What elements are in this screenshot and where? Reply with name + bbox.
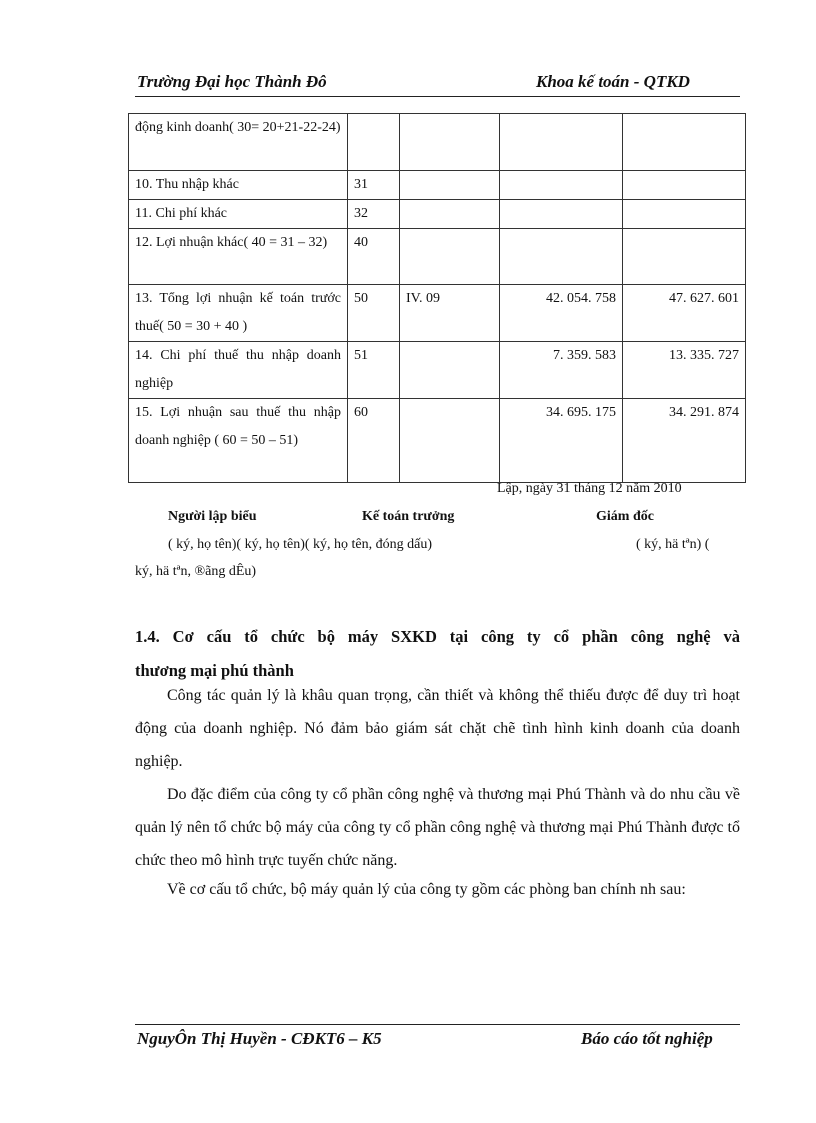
row-current: 7. 359. 583 — [500, 342, 623, 399]
paragraph-text: Do đặc điểm của công ty cổ phần công nghệ và thương mại Phú Thành và do nhu cầu về quản lý nên tổ chức bộ máy của công ty cổ phần công nghệ và thương mại Phú Thành được tổ chức theo mô hình trực tuyến chức năng. — [135, 786, 740, 869]
row-label: 13. Tổng lợi nhuận kế toán trước thuế( 50 = 30 + 40 ) — [129, 285, 348, 342]
row-current — [500, 229, 623, 285]
row-code: 51 — [348, 342, 400, 399]
row-code: 31 — [348, 171, 400, 200]
row-label: 11. Chi phí khác — [129, 200, 348, 229]
row-code: 50 — [348, 285, 400, 342]
row-previous — [623, 229, 746, 285]
section-heading — [135, 620, 740, 688]
row-current — [500, 171, 623, 200]
sign-note-line: ( ký, họ tên)( ký, họ tên)( ký, họ tên, đóng dấu) — [168, 537, 432, 552]
row-note: IV. 09 — [400, 285, 500, 342]
row-previous: 34. 291. 874 — [623, 399, 746, 483]
page-footer — [135, 1024, 740, 1048]
footer-author: NguyÔn Thị Huyền - CĐKT6 – K5 — [137, 1029, 382, 1048]
header-school: Trường Đại học Thành Đô — [137, 72, 327, 91]
row-note — [400, 200, 500, 229]
paragraph-text: Về cơ cấu tổ chức, bộ máy quản lý của công ty gồm các phòng ban chính nh sau: — [167, 881, 686, 898]
row-label: động kinh doanh( 30= 20+21-22-24) — [129, 114, 348, 171]
row-label: 15. Lợi nhuận sau thuế thu nhập doanh nghiệp ( 60 = 50 – 51) — [129, 399, 348, 483]
row-note — [400, 399, 500, 483]
row-note — [400, 171, 500, 200]
table-row — [129, 171, 746, 200]
body-paragraph — [135, 679, 740, 778]
row-label: 12. Lợi nhuận khác( 40 = 31 – 32) — [129, 229, 348, 285]
director-title: Giám đốc — [596, 509, 654, 524]
row-current — [500, 200, 623, 229]
sign-note-director: ( ký, hä tªn) ( — [636, 537, 710, 552]
page-header — [135, 72, 740, 97]
sign-note-director-cont: ký, hä tªn, ®ãng dÊu) — [135, 564, 257, 579]
body-paragraph — [135, 778, 740, 877]
table-row — [129, 342, 746, 399]
row-previous — [623, 114, 746, 171]
body-paragraph — [135, 873, 740, 906]
chief-accountant-title: Kế toán trưởng — [362, 509, 455, 524]
header-faculty: Khoa kế toán - QTKD — [536, 72, 690, 91]
row-code: 32 — [348, 200, 400, 229]
row-previous: 47. 627. 601 — [623, 285, 746, 342]
row-code — [348, 114, 400, 171]
row-previous: 13. 335. 727 — [623, 342, 746, 399]
table-row — [129, 285, 746, 342]
row-current — [500, 114, 623, 171]
income-statement-table — [128, 113, 746, 483]
table-row — [129, 399, 746, 483]
row-code: 60 — [348, 399, 400, 483]
row-previous — [623, 200, 746, 229]
table-row — [129, 200, 746, 229]
row-current: 34. 695. 175 — [500, 399, 623, 483]
row-note — [400, 229, 500, 285]
row-code: 40 — [348, 229, 400, 285]
footer-doc-type: Báo cáo tốt nghiệp — [581, 1029, 713, 1048]
table-row — [129, 114, 746, 171]
row-current: 42. 054. 758 — [500, 285, 623, 342]
row-note — [400, 342, 500, 399]
date-line: Lập, ngày 31 tháng 12 năm 2010 — [497, 481, 682, 496]
section-heading-line-1: 1.4. Cơ cấu tổ chức bộ máy SXKD tại công ty cổ phần công nghệ và — [135, 627, 740, 646]
paragraph-text: Công tác quản lý là khâu quan trọng, cần thiết và không thể thiếu được để duy trì hoạt động của doanh nghiệp. Nó đảm bảo giám sát chặt chẽ tình hình kinh doanh của doanh nghiệp. — [135, 687, 740, 770]
row-previous — [623, 171, 746, 200]
row-note — [400, 114, 500, 171]
row-label: 14. Chi phí thuế thu nhập doanh nghiệp — [129, 342, 348, 399]
table-row — [129, 229, 746, 285]
preparer-title: Người lập biểu — [168, 509, 257, 524]
section-heading-line-2: thương mại phú thành — [135, 661, 294, 680]
row-label: 10. Thu nhập khác — [129, 171, 348, 200]
